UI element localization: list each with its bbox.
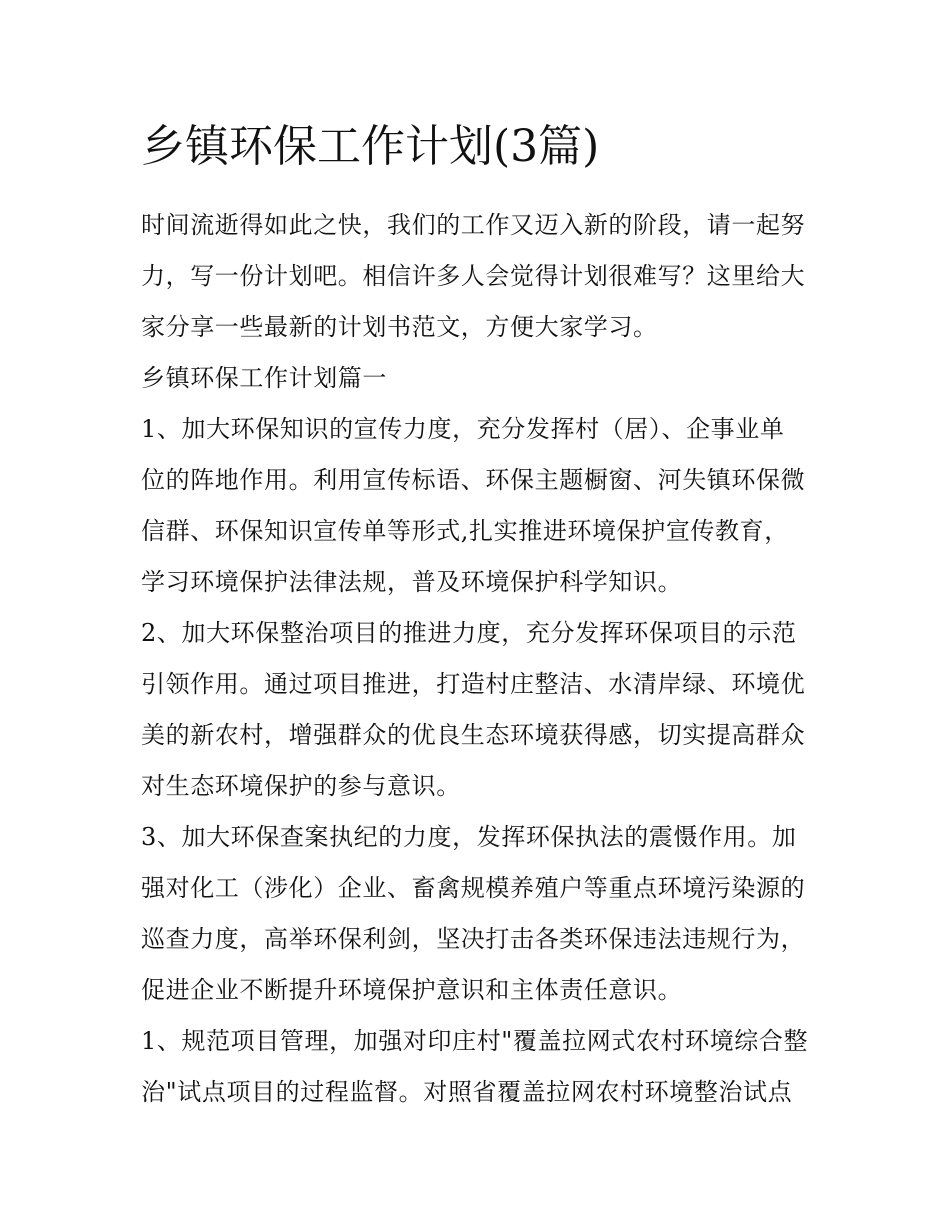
text-line: 位的阵地作用。利用宣传标语、环保主题橱窗、河失镇环保微 (141, 466, 806, 494)
text-line: 对生态环境保护的参与意识。 (141, 772, 461, 800)
text-line: 巡查力度，高举环保利剑，坚决打击各类环保违法违规行为， (141, 925, 806, 953)
text-line: 3、加大环保查案执纪的力度，发挥环保执法的震慑作用。加 (141, 823, 797, 851)
paragraph-item-2 (141, 608, 821, 812)
text-line: 家分享一些最新的计划书范文，方便大家学习。 (141, 313, 658, 341)
text-line: 1、规范项目管理，加强对印庄村"覆盖拉网式农村环境综合整 (141, 1027, 809, 1055)
document-title: 乡镇环保工作计划(3篇) (141, 121, 600, 172)
text-line: 引领作用。通过项目推进，打造村庄整洁、水清岸绿、环境优 (141, 670, 806, 698)
text-line: 美的新农村，增强群众的优良生态环境获得感，切实提高群众 (141, 721, 806, 749)
text-line: 促进企业不断提升环境保护意识和主体责任意识。 (141, 976, 683, 1004)
paragraph-item-4 (141, 1016, 821, 1118)
section-heading (141, 353, 821, 404)
text-line: 信群、环保知识宣传单等形式,扎实推进环境保护宣传教育， (141, 517, 789, 545)
text-line: 强对化工（涉化）企业、畜禽规模养殖户等重点环境污染源的 (141, 874, 806, 902)
paragraph-intro (141, 200, 821, 353)
text-line: 乡镇环保工作计划篇一 (141, 364, 387, 392)
text-line: 力，写一份计划吧。相信许多人会觉得计划很难写？这里给大 (141, 262, 806, 290)
text-line: 时间流逝得如此之快，我们的工作又迈入新的阶段，请一起努 (141, 211, 806, 239)
paragraph-item-3 (141, 812, 821, 1016)
text-line: 2、加大环保整治项目的推进力度，充分发挥环保项目的示范 (141, 619, 797, 647)
paragraph-item-1 (141, 404, 821, 608)
text-line: 治"试点项目的过程监督。对照省覆盖拉网农村环境整治试点 (141, 1078, 793, 1106)
text-line: 学习环境保护法律法规，普及环境保护科学知识。 (141, 568, 683, 596)
text-line: 1、加大环保知识的宣传力度，充分发挥村（居）、企事业单 (141, 415, 785, 443)
document-body (141, 112, 821, 1118)
